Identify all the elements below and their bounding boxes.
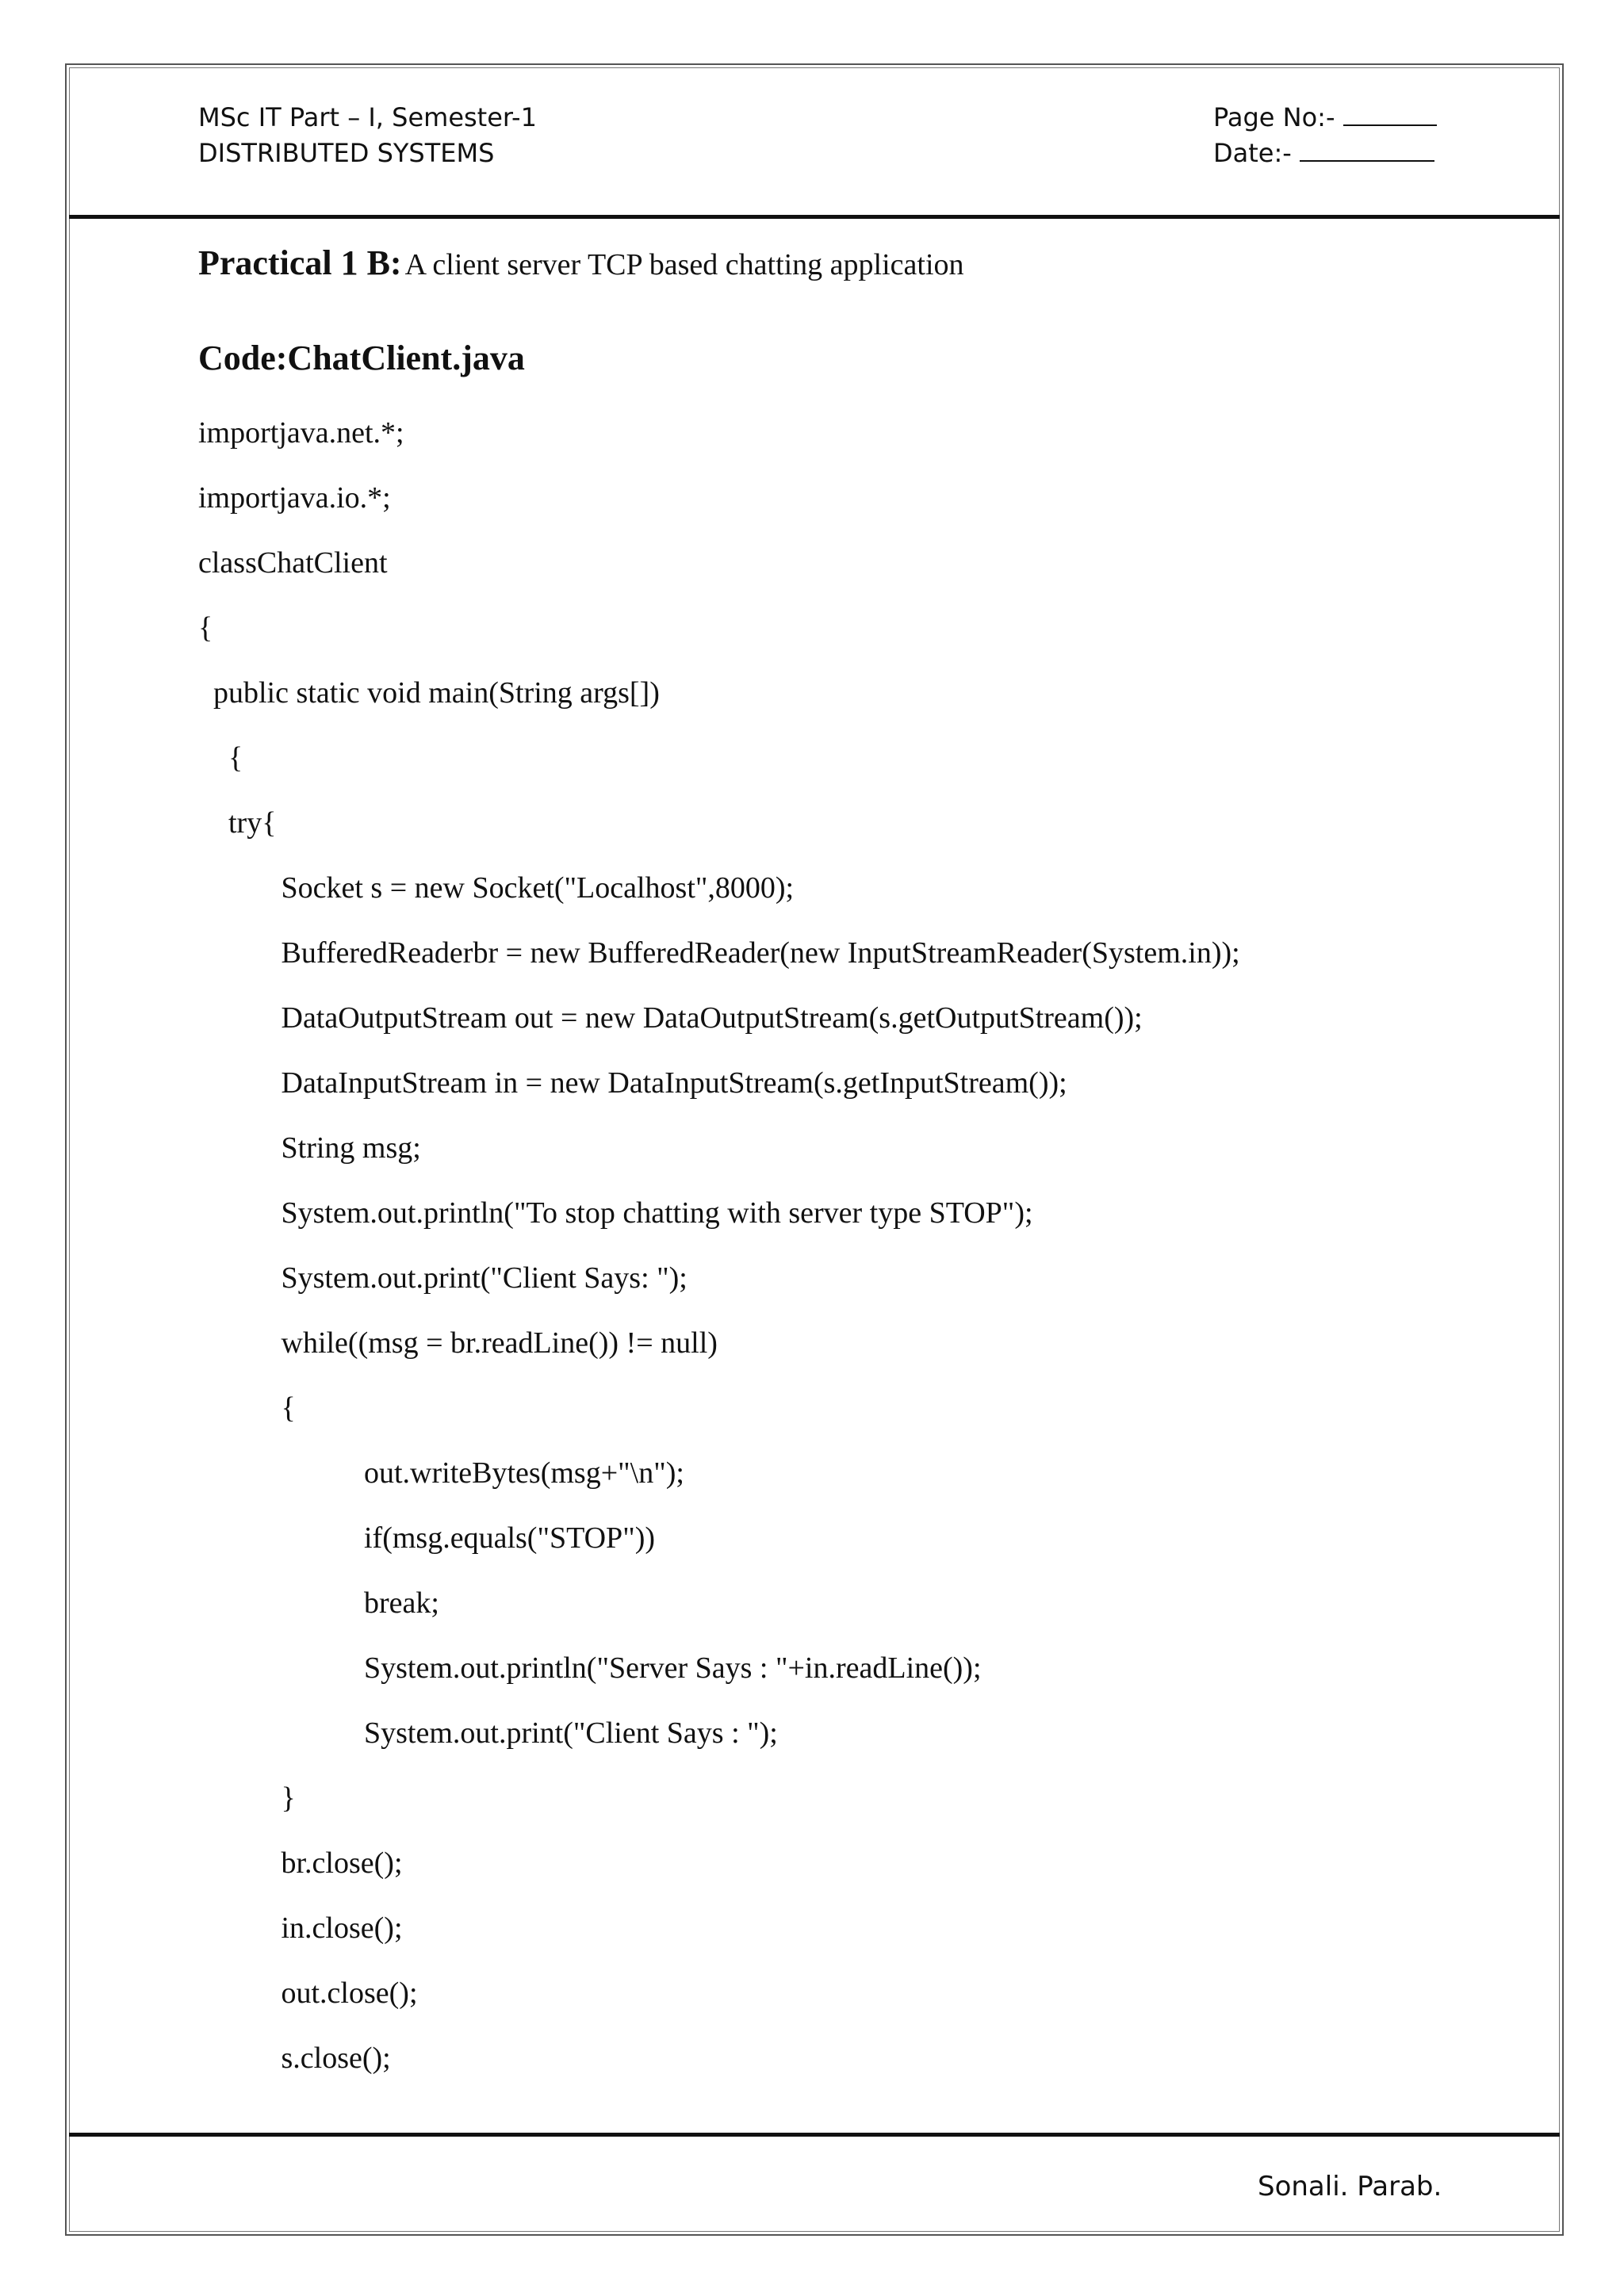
footer-author: Sonali. Parab. bbox=[1258, 2171, 1442, 2202]
code-line: s.close(); bbox=[198, 2042, 391, 2075]
code-block bbox=[198, 414, 1240, 2104]
code-line: public static void main(String args[]) bbox=[198, 676, 660, 710]
code-line: in.close(); bbox=[198, 1911, 403, 1945]
code-line: out.writeBytes(msg+"\n"); bbox=[198, 1456, 684, 1490]
date-field bbox=[1213, 136, 1437, 171]
code-line: br.close(); bbox=[198, 1846, 403, 1880]
code-line: { bbox=[198, 611, 213, 645]
date-blank bbox=[1300, 136, 1434, 162]
header-left bbox=[198, 100, 537, 171]
code-line: classChatClient bbox=[198, 546, 388, 580]
code-line: importjava.net.*; bbox=[198, 416, 404, 450]
code-line: { bbox=[198, 1391, 296, 1425]
code-line: { bbox=[198, 741, 243, 775]
course-label: MSc IT Part – I, Semester-1 bbox=[198, 102, 537, 132]
subject-label: DISTRIBUTED SYSTEMS bbox=[198, 138, 495, 168]
page-no-field bbox=[1213, 100, 1437, 136]
code-line: System.out.println("To stop chatting with server type STOP"); bbox=[198, 1196, 1033, 1230]
code-line: } bbox=[198, 1781, 296, 1815]
code-line: BufferedReaderbr = new BufferedReader(new InputStreamReader(System.in)); bbox=[198, 936, 1240, 970]
code-line: System.out.println("Server Says : "+in.readLine()); bbox=[198, 1651, 982, 1685]
code-line: while((msg = br.readLine()) != null) bbox=[198, 1326, 718, 1360]
practical-title bbox=[198, 243, 964, 283]
header-right bbox=[1213, 100, 1437, 171]
code-line: out.close(); bbox=[198, 1976, 418, 2010]
date-label: Date:- bbox=[1213, 138, 1292, 168]
code-line: DataInputStream in = new DataInputStream(s.getInputStream()); bbox=[198, 1066, 1067, 1100]
code-line: importjava.io.*; bbox=[198, 481, 391, 515]
code-line: String msg; bbox=[198, 1131, 421, 1165]
header-divider bbox=[69, 215, 1560, 219]
code-line: DataOutputStream out = new DataOutputStream(s.getOutputStream()); bbox=[198, 1001, 1143, 1035]
code-line: System.out.print("Client Says : "); bbox=[198, 1716, 778, 1750]
code-title: Code:ChatClient.java bbox=[198, 339, 525, 377]
code-line: Socket s = new Socket("Localhost",8000); bbox=[198, 871, 795, 905]
footer-divider bbox=[69, 2133, 1560, 2137]
practical-label: Practical 1 B: bbox=[198, 243, 402, 282]
page-no-blank bbox=[1343, 101, 1437, 126]
code-line: try{ bbox=[198, 806, 277, 840]
page-no-label: Page No:- bbox=[1213, 102, 1335, 132]
code-line: System.out.print("Client Says: "); bbox=[198, 1261, 688, 1295]
practical-description: A client server TCP based chatting application bbox=[404, 248, 964, 281]
code-line: if(msg.equals("STOP")) bbox=[198, 1521, 656, 1555]
code-line: break; bbox=[198, 1586, 439, 1620]
